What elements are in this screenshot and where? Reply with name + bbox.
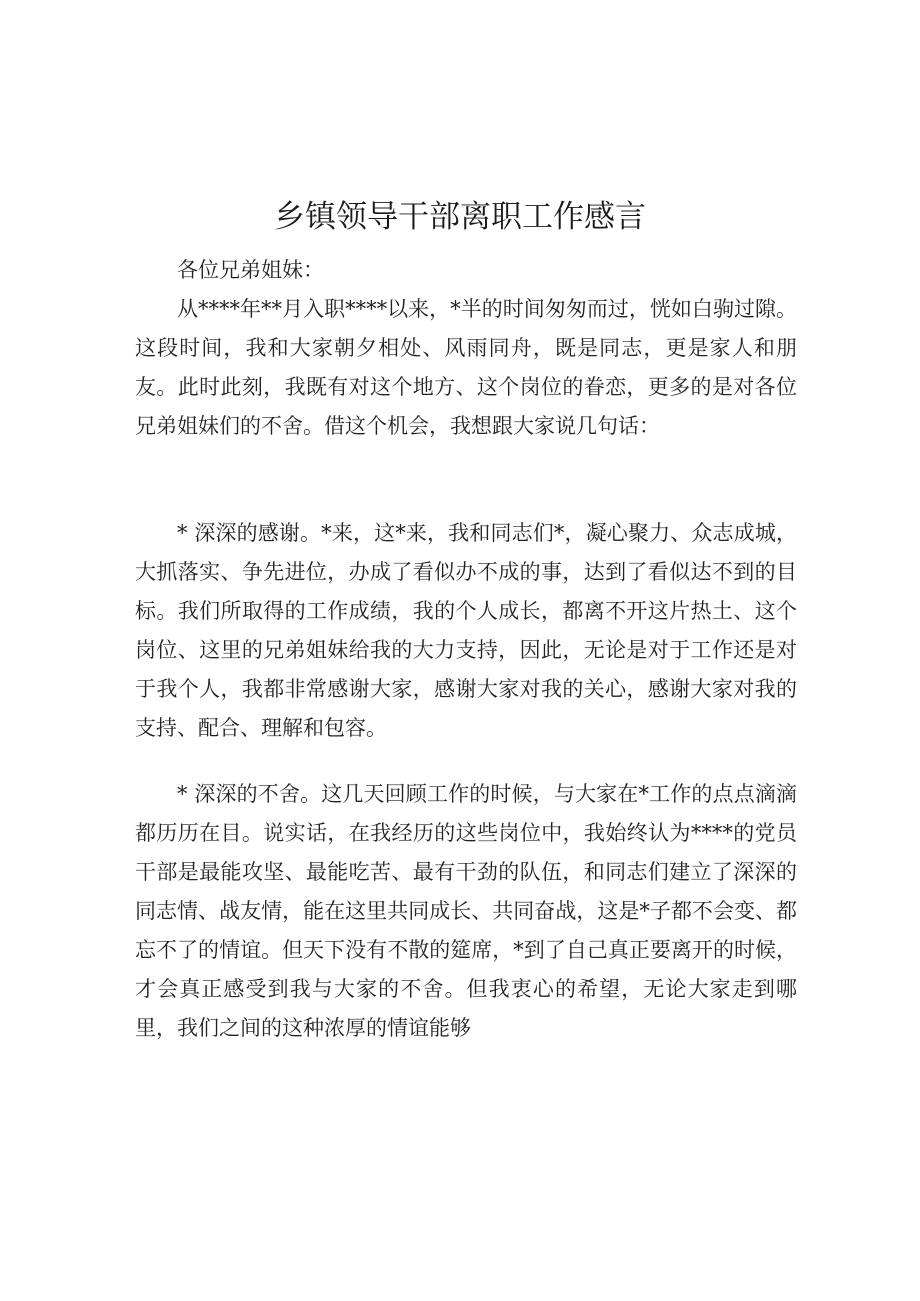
paragraph-reluctance: * 深深的不舍。这几天回顾工作的时候，与大家在*工作的点点滴滴都历历在目。说实话，在我经历的这些岗位中，我始终认为****的党员干部是最能攻坚、最能吃苦、最有干劲的队伍，和同志们建立了深深的同志情、战友情，能在这里共同成长、共同奋战，这是*子都不会变、都忘不了的情谊。但天下没有不散的筵席，*到了自己真正要离开的时候，才会真正感受到我与大家的不舍。但我衷心的希望，无论大家走到哪里，我们之间的这种浓厚的情谊能够	[135, 782, 797, 1040]
document-title: 乡镇领导干部离职工作感言	[274, 199, 646, 235]
paragraph-gratitude: * 深深的感谢。*来，这*来，我和同志们*，凝心聚力、众志成城，大抓落实、争先进位，办成了看似办不成的事，达到了看似达不到的目标。我们所取得的工作成绩，我的个人成长，都离不开这片热土、这个岗位、这里的兄弟姐妹给我的大力支持，因此，无论是对于工作还是对于我个人，我都非常感谢大家，感谢大家对我的关心，感谢大家对我的支持、配合、理解和包容。	[135, 521, 797, 740]
greeting: 各位兄弟姐妹：	[177, 258, 324, 282]
paragraph-intro: 从****年**月入职****以来，*半的时间匆匆而过，恍如白驹过隙。这段时间，我和大家朝夕相处、风雨同舟，既是同志，更是家人和朋友。此时此刻，我既有对这个地方、这个岗位的眷恋，更多的是对各位兄弟姐妹们的不舍。借这个机会，我想跟大家说几句话：	[135, 297, 797, 438]
